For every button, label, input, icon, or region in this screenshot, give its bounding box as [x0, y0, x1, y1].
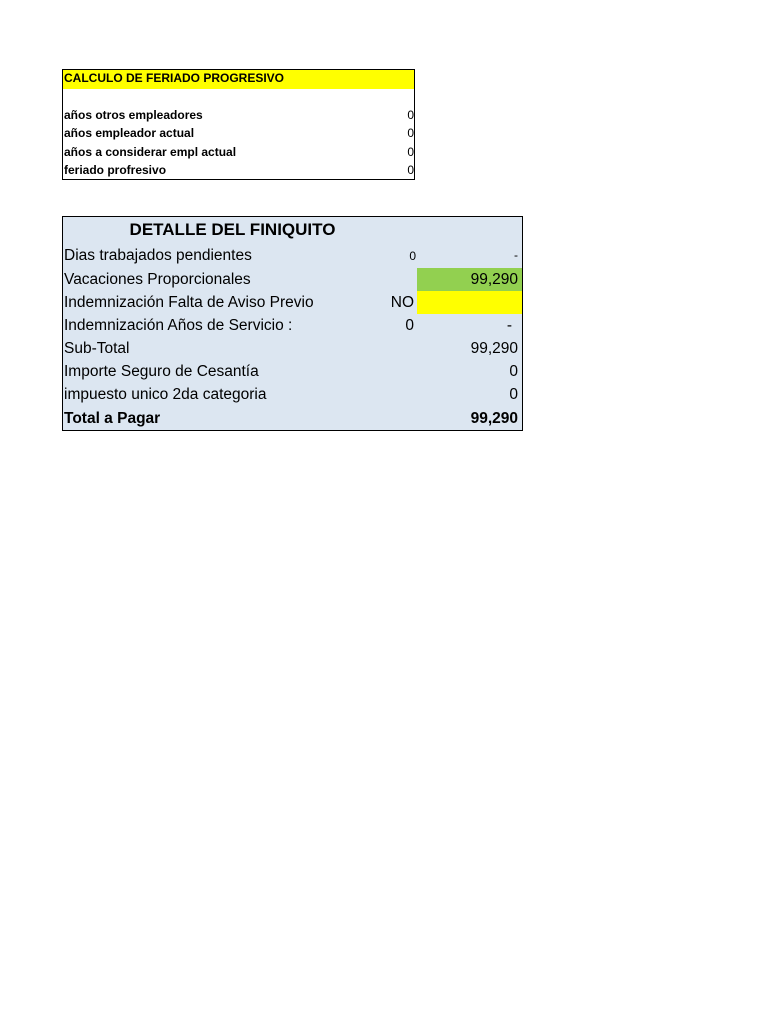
- detalle-row-vacaciones: [63, 268, 522, 291]
- row-label: Dias trabajados pendientes: [64, 247, 252, 264]
- row-amount: 0: [509, 363, 518, 380]
- detalle-row-aviso-previo: [63, 291, 522, 314]
- row-mid-value: 0: [405, 317, 414, 334]
- feriado-row: [63, 143, 414, 161]
- row-label: impuesto unico 2da categoria: [64, 386, 267, 403]
- detalle-row-dias-trabajados: [63, 244, 522, 267]
- feriado-row: [63, 124, 414, 142]
- row-label: Total a Pagar: [64, 410, 161, 427]
- row-label: Indemnización Años de Servicio :: [64, 317, 293, 334]
- row-amount: -: [506, 317, 512, 334]
- feriado-title: CALCULO DE FERIADO PROGRESIVO: [63, 70, 414, 89]
- row-amount: 99,290: [470, 410, 518, 427]
- detalle-title: DETALLE DEL FINIQUITO: [129, 220, 336, 239]
- feriado-label-feriado-progresivo: feriado profresivo: [64, 163, 167, 177]
- feriado-label-empleador-actual: años empleador actual: [64, 126, 195, 140]
- detalle-row-total: [63, 407, 522, 430]
- row-mid-value: NO: [390, 294, 414, 311]
- feriado-progresivo-table: [62, 69, 415, 180]
- detalle-row-seguro-cesantia: [63, 360, 522, 383]
- row-amount: 0: [509, 386, 518, 403]
- row-label: Sub-Total: [64, 340, 130, 357]
- feriado-value-feriado-progresivo: 0: [407, 163, 414, 177]
- feriado-value-a-considerar: 0: [407, 145, 414, 159]
- row-label: Importe Seguro de Cesantía: [64, 363, 259, 380]
- row-amount: -: [514, 248, 518, 262]
- row-mid-value: 0: [409, 249, 416, 263]
- feriado-row: [63, 161, 414, 179]
- row-amount: 99,290: [470, 340, 518, 357]
- feriado-value-empleador-actual: 0: [407, 126, 414, 140]
- detalle-row-anos-servicio: [63, 314, 522, 337]
- feriado-label-otros-empleadores: años otros empleadores: [64, 108, 203, 122]
- detalle-finiquito-table: [62, 216, 523, 431]
- row-label: Indemnización Falta de Aviso Previo: [64, 294, 314, 311]
- detalle-row-subtotal: [63, 337, 522, 360]
- row-amount: [417, 291, 522, 314]
- detalle-row-impuesto: [63, 383, 522, 406]
- feriado-label-a-considerar: años a considerar empl actual: [64, 145, 237, 159]
- row-label: Vacaciones Proporcionales: [64, 271, 251, 288]
- feriado-row: [63, 106, 414, 124]
- feriado-value-otros-empleadores: 0: [407, 108, 414, 122]
- row-amount: 99,290: [417, 268, 522, 291]
